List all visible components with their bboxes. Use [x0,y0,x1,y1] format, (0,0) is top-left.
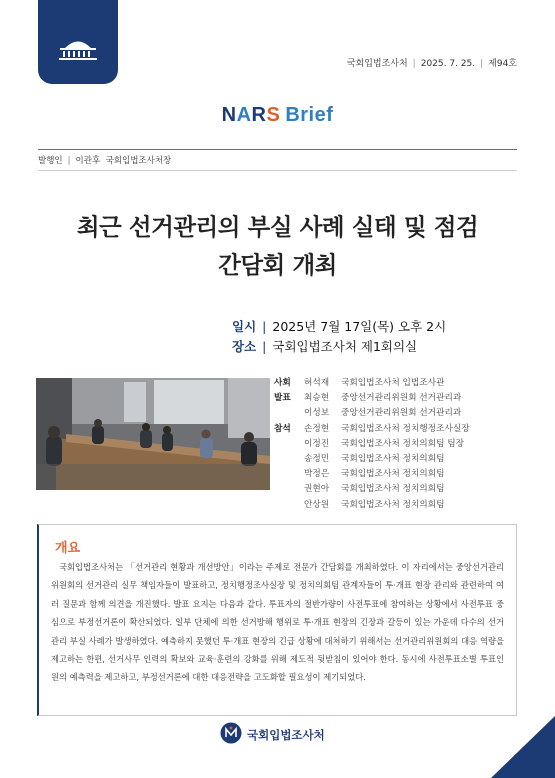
footer-org-name: 국회입법조사처 [247,728,325,742]
publisher-name: 이관후 [75,156,101,166]
nars-emblem-icon [220,722,242,744]
publisher-bar [38,149,517,171]
issue-org: 국회입법조사처 [346,59,408,69]
corner-decoration [395,716,555,778]
national-assembly-icon [57,36,99,62]
header-logo-tab [38,0,118,84]
summary-box [37,524,517,716]
date-label: 일시 [232,319,257,334]
participant-row: 참석 손정현 국회입법조사처 정치행정조사실장 [274,423,470,434]
summary-text: 국회입법조사처는 「선거관리 현황과 개선방안」이라는 주제로 전문가 간담회를 개최하였다. 이 자리에서는 중앙선거관리위원회의 선거관리 실무 책임자들이 발표하고, 정치행정조사실장 및 정치의회팀 관계자들이 투·개표 현장 관리와 관련하여 여러 질문과 함께 의견을 개진했다. 발표 요지는 다음과 같다. 투표자의 절반가량이 사전투표에 참여하는 상황에서 사전투표 중심으로 부정선거론이 확산되었다. 일부 단체에 의한 선거방해 행위로 투·개표 현장의 긴장과 갈등이 있는 가운데 다수의 선거관리 부실 사례가 발생하였다. 예측하지 못했던 투·개표 현장의 긴급 상황에 대처하기 위해서는 선거관리위원회의 대응 역량을 제고하는 한편, 선거사무 인력의 확보와 교육·훈련의 강화를 위해 제도적 뒷받침이 있어야 한다. 동시에 사전투표소별 투표인원의 예측력을 제고하고, 부정선거론에 대한 대응전략을 고도화할 필요성이 제기되었다. [51,562,504,683]
participant-row: 박정은 국회입법조사처 정치의회팀 [304,469,445,480]
meeting-photo [36,378,270,490]
issue-number: 제94호 [488,59,517,69]
page-title [0,208,555,284]
issue-info: 국회입법조사처 | 2025. 7. 25. | 제94호 [346,59,517,69]
place-value: 국회입법조사처 제1회의실 [272,339,418,354]
nars-brief-logo: NARS Brief [221,104,334,126]
participants-list [274,376,470,513]
event-info: 일시 | 2025년 7월 17일(목) 오후 2시 장소 | 국회입법조사처 제1회의실 [232,319,447,354]
title-line-2: 간담회 개최 [218,251,337,279]
summary-heading: 개요 [55,541,81,556]
participant-row: 안상원 국회입법조사처 정치의회팀 [304,499,445,510]
participant-row: 이성보 중앙선거관리위원회 선거관리과 [304,408,462,419]
participant-row: 송정민 국회입법조사처 정치의회팀 [304,454,445,465]
publisher-label: 발행인 [38,156,63,166]
place-label: 장소 [232,339,257,354]
participant-row: 사회 허석재 국회입법조사처 입법조사관 [274,378,445,388]
participant-row: 발표 최승현 중앙선거관리위원회 선거관리과 [274,393,462,404]
publisher-title: 국회입법조사처장 [105,156,172,166]
date-value: 2025년 7월 17일(목) 오후 2시 [272,319,447,334]
participant-row: 이정진 국회입법조사처 정치의회팀 팀장 [304,438,465,449]
issue-date: 2025. 7. 25. [420,59,476,69]
title-line-1: 최근 선거관리의 부실 사례 실태 및 점검 [76,213,479,241]
participant-row: 권현아 국회입법조사처 정치의회팀 [304,484,445,495]
publisher-info: 발행인 | 이관후 국회입법조사처장 [38,156,172,166]
footer-logo [220,722,325,748]
